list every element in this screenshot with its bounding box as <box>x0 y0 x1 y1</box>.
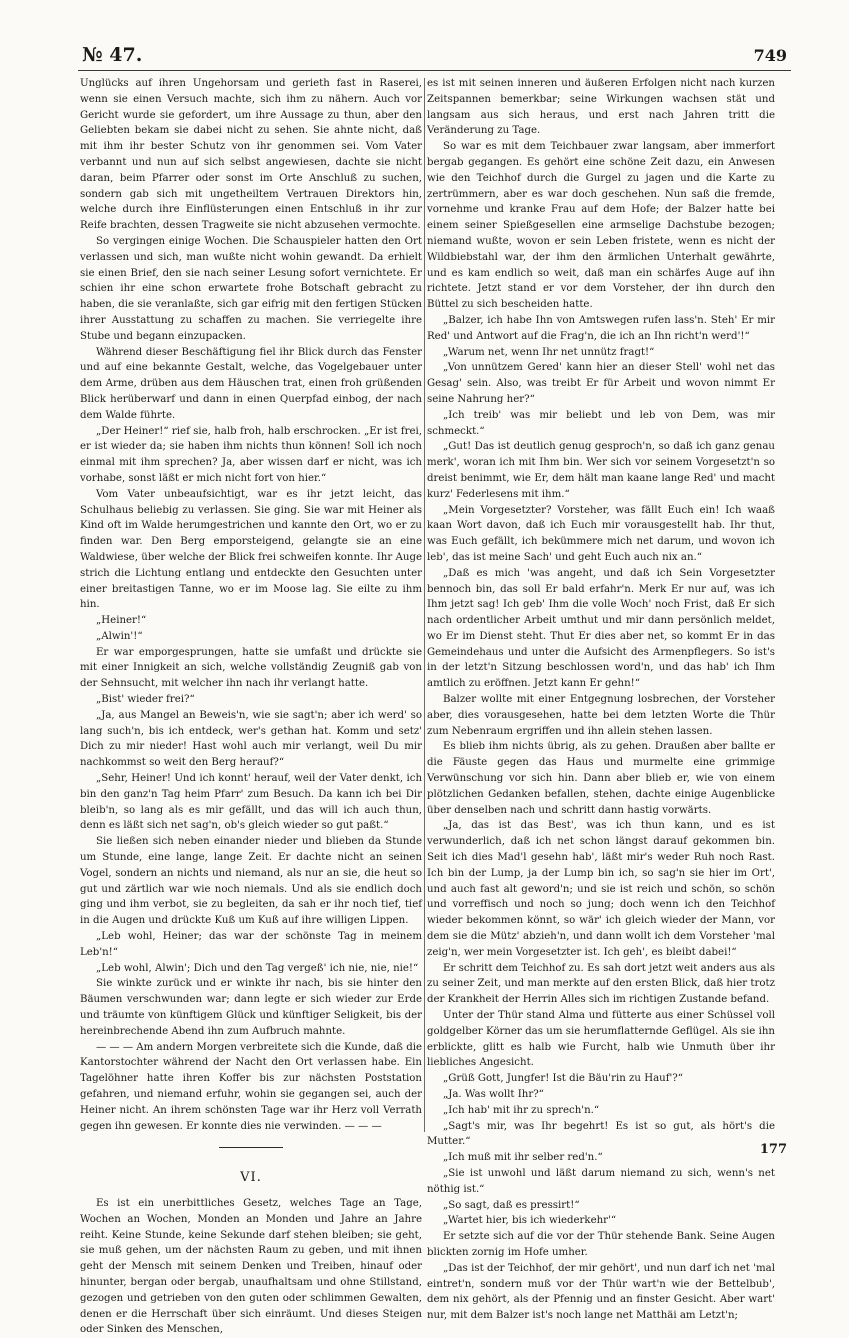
page-number-bottom: 177 <box>759 1142 787 1157</box>
paragraph: Während dieser Beschäftigung fiel ihr Blick durch das Fenster und auf eine bekannte Gestalt, welche, das Vogelgebauer unter dem Arme, drüben aus dem Häuschen trat, einen froh grüßenden Blick herüberwarf und dann in einen Querpfad einbog, der nach dem Walde führte. <box>80 346 422 421</box>
paragraph: „Ja, das ist das Best', was ich thun kann, und es ist verwunderlich, daß ich net schon längst darauf gekommen bin. Seit ich dies Mad'l gesehn hab', läßt mir's weder Ruh noch Rast. Ich bin der Lump, ja der Lump bin ich, so sag'n sie hier im Ort', und auch fast alt geword'n; und sie ist reich und schön, so schön und vorreffisch und noch so jung; doch wenn ich den Teichhof wieder bekommen könnt, so wär' ich gleich wieder der Mann, vor dem sie die Mütz' abzieh'n, und dann wollt ich dem Vorsteher 'mal zeig'n, wer mein Vorgesetzter ist. Ich geh', es bleibt dabei!“ <box>427 820 775 958</box>
paragraph: „Ich hab' mit ihr zu sprech'n.“ <box>443 1104 600 1116</box>
header-rule <box>78 70 791 71</box>
paragraph: So war es mit dem Teichbauer zwar langsam, aber immerfort bergab gegangen. Es gehört eine schöne Zeit dazu, ein Anwesen wie den Teichhof durch die Gurgel zu jagen und die Karte zu zertrümmern, aber es war doch geschehen. Nun saß die fremde, vornehme und kranke Frau auf dem Hofe; der Balzer hatte bei einem seiner Spießgesellen eine armselige Dachstube bezogen; niemand wußte, wovon er sein Leben fristete, wenn es nicht der Wildbiebstahl war, der ihm den ärmlichen Unterhalt gewährte, und es kam endlich so weit, daß man ein schärfes Auge auf ihn richtete. Jetzt stand er vor dem Vorsteher, der ihn durch den Büttel zu sich bescheiden hatte. <box>427 141 775 311</box>
paragraph: „Ich treib' was mir beliebt und leb von Dem, was mir schmeckt.“ <box>427 409 775 437</box>
paragraph: Es blieb ihm nichts übrig, als zu gehen. Draußen aber ballte er die Fäuste gegen das Haus und murmelte eine grimmige Verwünschung vor sich hin. Dann aber blieb er, wie von einem plötzlichen Gedanken befallen, stehen, dachte einige Augenblicke über denselben nach und schritt dann hastig vorwärts. <box>427 741 775 816</box>
paragraph: „Warum net, wenn Ihr net unnütz fragt!“ <box>443 346 655 358</box>
paragraph: „Leb wohl, Heiner; das war der schönste Tag in meinem Leb'n!“ <box>80 931 422 958</box>
column-divider <box>424 78 425 1132</box>
paragraph: — — — Am andern Morgen verbreitete sich die Kunde, daß die Kantorstochter während der Nacht den Ort verlassen habe. Ein Tagelöhner hatte ihren Koffer bis zur nächsten Poststation gefahren, und niemand erfuhr, wohin sie gegangen sei, auch der Heiner nicht. An ihrem schönsten Tage war ihr Herz voll Verrath gegen ihn gewesen. Er konnte dies nie verwinden. — — — <box>80 1041 423 1132</box>
paragraph: „Bist' wieder frei?“ <box>96 694 195 706</box>
paragraph: Unter der Thür stand Alma und fütterte aus einer Schüssel voll goldgelber Körner das um sie herumflatternde Geflügel. Als sie ihn erblickte, glitt es halb wie Furcht, halb wie Unmuth über ihr liebliches Angesicht. <box>427 1010 775 1069</box>
paragraph: „Leb wohl, Alwin'; Dich und den Tag vergeß' ich nie, nie, nie!“ <box>96 962 419 974</box>
paragraph: Er war emporgesprungen, hatte sie umfaßt und drückte sie mit einer Innigkeit an sich, welche vollständig Zeugniß gab von der Sehnsucht, mit welcher ihn nach ihr verlangt hatte. <box>80 646 422 690</box>
paragraph: „Ja. Was wollt Ihr?“ <box>443 1089 544 1100</box>
paragraph: Es ist ein unerbittliches Gesetz, welches Tage an Tage, Wochen an Wochen, Monden an Monden und Jahre an Jahre reiht. Keine Stunde, keine Sekunde darf stehen bleiben; sie geht, sie muß gehen, um der nächsten Raum zu geben, und mit ihnen geht der Mensch mit seinem Denken und Treiben, hinauf oder hinunter, bergan oder bergab, unaufhaltsam und ohne Stillstand, gezogen und getrieben von den guten oder schlimmen Gewalten, denen er die Herrschaft über sich einräumt. Und dieses Steigen oder Sinken des Menschen, <box>80 1197 422 1336</box>
paragraph: Balzer wollte mit einer Entgegnung losbrechen, der Vorsteher aber, dies vorausgesehen, hatte bei dem letzten Worte die Thür zum Nebenraum ergriffen und ihn allein stehen lassen. <box>427 694 775 737</box>
paragraph: „Sagt's mir, was Ihr begehrt! Es ist so gut, als hört's die Mutter.“ <box>427 1120 775 1148</box>
paragraph: „Sie ist unwohl und läßt darum niemand zu sich, wenn's net nöthig ist.“ <box>427 1167 775 1195</box>
paragraph: „So sagt, daß es pressirt!“ <box>443 1199 580 1211</box>
paragraph: Sie ließen sich neben einander nieder und blieben da Stunde um Stunde, eine lange, lange Zeit. Er dachte nicht an seinen Vogel, sondern an nichts und niemand, als nur an sie, die heut so gut und zärtlich war wie noch niemals. Und als sie endlich doch ging und ihm verbot, sie zu begleiten, da sah er ihr noch tief, tief in die Augen und drückte Kuß um Kuß auf ihre willigen Lippen. <box>80 836 422 927</box>
story-part-v <box>80 76 422 1134</box>
paragraph: „Gut! Das ist deutlich genug gesproch'n, so daß ich ganz genau merk', woran ich mit Ihm bin. Wer sich vor seinem Vorgesetzt'n so dreist benimmt, wie Er, dem hält man kaane lange Red' und macht kurz' Federlesens mit ihm.“ <box>427 441 775 500</box>
story-continuation <box>427 76 775 1324</box>
paragraph: „Daß es mich 'was angeht, und daß ich Sein Vorgesetzter bennoch bin, das soll Er bald erfahr'n. Merk Er nur auf, was ich Ihm jetzt sag! Ich geb' Ihm die volle Woch' noch Frist, daß Er sich nach ordentlicher Arbeit umthut und mir dann persönlich meldet, wo Er im Dienst steht. Thut Er dies aber net, so kommt Er in das Gemeindehaus und unter die Aufsicht des Armenpflegers. So ist's in der letzt'n Sitzung beschlossen word'n, und das hab' ich Ihm amtlich zu eröffnen. Jetzt kann Er gehn!“ <box>427 567 775 690</box>
page-number-top: 749 <box>753 46 787 65</box>
paragraph: „Balzer, ich habe Ihn von Amtswegen rufen lass'n. Steh' Er mir Red' und Antwort auf die Frag'n, die ich an Ihn richt'n werd'!“ <box>427 314 775 342</box>
paragraph: „Wartet hier, bis ich wiederkehr'“ <box>443 1215 617 1227</box>
paragraph: „Von unnützem Gered' kann hier an dieser Stell' wohl net das Gesag' sein. Also, was treibt Er für Arbeit und wovon nimmt Er seine Nahrung her?“ <box>427 362 775 405</box>
paragraph: „Der Heiner!“ rief sie, halb froh, halb erschrocken. „Er ist frei, er ist wieder da; sie haben ihm nichts thun können! Soll ich noch einmal mit ihm sprechen? Ja, aber wissen darf er nicht, was ich vorhabe, sonst läßt er mich nicht fort von hier.“ <box>80 425 422 484</box>
paragraph: Er schritt dem Teichhof zu. Es sah dort jetzt weit anders aus als zu seiner Zeit, und man merkte auf den ersten Blick, daß hier trotz der Krankheit der Herrin Alles sich im richtigen Zustande befand. <box>427 962 775 1006</box>
story-part-vi <box>80 1196 422 1338</box>
paragraph: „Ich muß mit ihr selber red'n.“ <box>443 1152 603 1164</box>
paragraph: „Sehr, Heiner! Und ich konnt' herauf, weil der Vater denkt, ich bin den ganz'n Tag heim Pfarr' zum Besuch. Da kann ich bei Dir bleib'n, so lang als es mir gefällt, und das will ich auch thun, denn es läßt sich net sag'n, ob's gleich wieder so gut paßt.“ <box>80 773 422 832</box>
paragraph: „Alwin'!“ <box>96 630 143 642</box>
paragraph: Sie winkte zurück und er winkte ihr nach, bis sie hinter den Bäumen verschwunden war; dann legte er sich wieder zur Erde und träumte von künftigem Glück und künftiger Seligkeit, bis der hereinbrechende Abend ihn zum Aufbruch mahnte. <box>80 978 422 1037</box>
paragraph: So vergingen einige Wochen. Die Schauspieler hatten den Ort verlassen und sich, man wußte nicht wohin gewandt. Da erhielt sie einen Brief, den sie nach seiner Lesung sofort vernichtete. Er schien ihr eine schon erwartete frohe Botschaft gebracht zu haben, die sie veranlaßte, sich gar eifrig mit den fertigen Stücken ihrer Ausstattung zu schaffen zu machen. Sie verriegelte ihre Stube und begann einzupacken. <box>80 235 422 342</box>
paragraph: „Das ist der Teichhof, der mir gehört', und nun darf ich net 'mal eintret'n, sondern muß vor der Thür wart'n wie der Bettelbub', dem nix gehört, als der Pfennig und an finster Gesicht. Aber wart' nur, mit dem Balzer ist's noch lange net Matthäi am Letzt'n; <box>427 1262 775 1322</box>
issue-number: № 47. <box>82 44 143 66</box>
paragraph: „Grüß Gott, Jungfer! Ist die Bäu'rin zu Hauf'?“ <box>443 1073 683 1085</box>
paragraph: Vom Vater unbeaufsichtigt, war es ihr jetzt leicht, das Schulhaus beliebig zu verlassen. Sie ging. Sie war mit Heiner als Kind oft im Walde herumgestrichen und kannte den Ort, wo er zu finden war. Den Berg emporsteigend, gelangte sie an eine Waldwiese, über welche der Blick frei schweifen konnte. Ihr Auge strich die Lichtung entlang und entdeckte den Gesuchten unter einer breitastigen Tanne, wo er im Moose lag. Sie eilte zu ihm hin. <box>80 488 422 611</box>
paragraph: „Ja, aus Mangel an Beweis'n, wie sie sagt'n; aber ich werd' so lang such'n, bis ich entdeck, wer's gethan hat. Komm und setz' Dich zu mir nieder! Hast wohl auch mir verlangt, weil Du mir nachkommst so weit den Berg herauf?“ <box>80 709 422 769</box>
chapter-heading: VI. <box>240 1170 262 1186</box>
paragraph: Er setzte sich auf die vor der Thür stehende Bank. Seine Augen blickten zornig im Hofe umher. <box>427 1231 775 1258</box>
paragraph: Unglücks auf ihren Ungehorsam und gerieth fast in Raserei, wenn sie einen Versuch machte, sich ihm zu nähern. Auch vor Gericht wurde sie gefordert, um ihre Aussage zu thun, aber den Geliebten bekam sie dabei nicht zu sehen. Sie ahnte nicht, daß mit ihm ihr bester Schutz von ihr genommen sei. Vom Vater verbannt und nun auf sich selbst angewiesen, dachte sie nicht daran, beim Pfarrer oder sonst im Orte Anschluß zu suchen, sondern gab sich mit ungetheiltem Vertrauen Direktors hin, welche durch ihre Einflüsterungen einen Entschluß in ihr zur Reife brachten, dessen Tragweite sie nicht abzusehen vermochte. <box>80 78 422 232</box>
paragraph: es ist mit seinen inneren und äußeren Erfolgen nicht nach kurzen Zeitspannen bemerkbar; seine Wirkungen wachsen stät und langsam aus sich heraus, und erst nach Jahren tritt die Veränderung zu Tage. <box>427 78 775 137</box>
left-column <box>80 76 423 1336</box>
paragraph: „Heiner!“ <box>96 615 147 627</box>
paragraph: „Mein Vorgesetzter? Vorsteher, was fällt Euch ein! Ich waaß kaan Wort davon, daß ich Euch mir vorausgestellt hab. Ihr thut, was Euch gefällt, ich bekümmere mich net darum, und wovon ich leb', das ist meine Sach' und geht Euch auch nix an.“ <box>427 504 775 563</box>
section-separator <box>80 1140 422 1156</box>
